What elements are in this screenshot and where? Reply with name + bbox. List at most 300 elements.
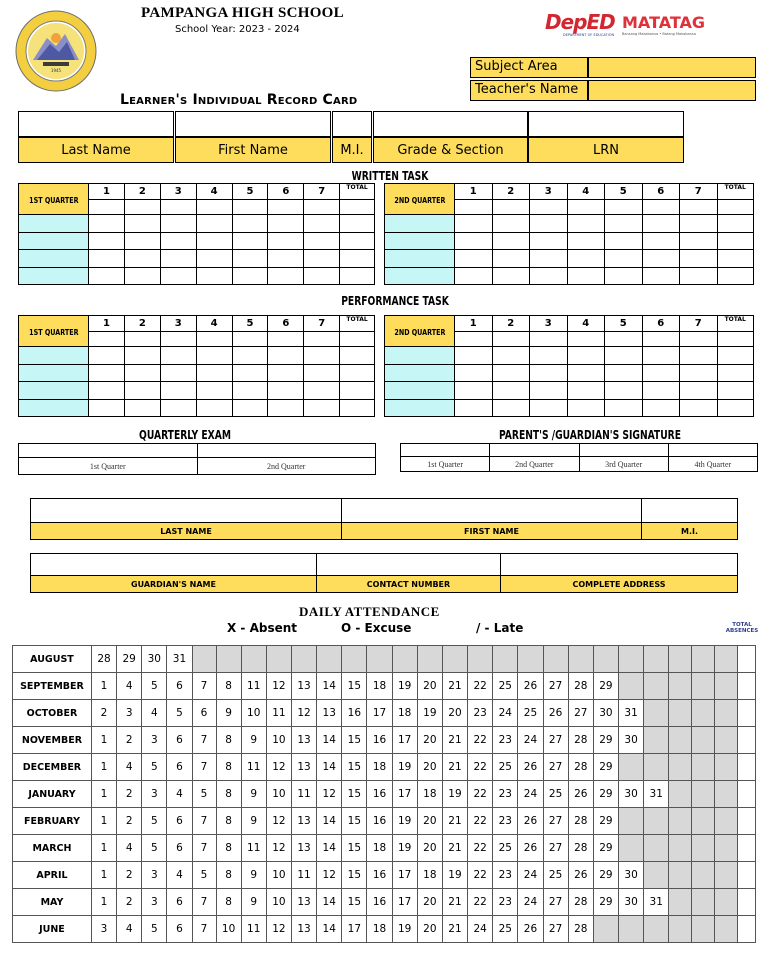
- score-cell[interactable]: [680, 200, 718, 215]
- attendance-day-cell[interactable]: 1: [91, 889, 116, 916]
- attendance-day-cell[interactable]: 6: [167, 673, 192, 700]
- attendance-day-cell[interactable]: 29: [593, 835, 618, 862]
- score-cell[interactable]: [605, 200, 643, 215]
- score-cell[interactable]: [124, 382, 160, 400]
- score-cell[interactable]: [89, 347, 125, 365]
- attendance-day-cell[interactable]: [714, 835, 737, 862]
- score-cell[interactable]: [232, 250, 268, 268]
- score-cell[interactable]: [567, 332, 605, 347]
- attendance-day-cell[interactable]: 6: [167, 835, 192, 862]
- score-cell[interactable]: [340, 232, 375, 250]
- score-cell[interactable]: [680, 347, 718, 365]
- attendance-day-cell[interactable]: 16: [367, 862, 392, 889]
- score-cell[interactable]: [530, 332, 568, 347]
- attendance-day-cell[interactable]: 7: [192, 754, 216, 781]
- score-cell[interactable]: [340, 215, 375, 233]
- attendance-day-cell[interactable]: 10: [216, 916, 241, 943]
- attendance-day-cell[interactable]: 12: [266, 673, 291, 700]
- attendance-day-cell[interactable]: 29: [593, 862, 618, 889]
- attendance-day-cell[interactable]: 17: [367, 700, 392, 727]
- score-cell[interactable]: [196, 399, 232, 417]
- signature-q1[interactable]: [401, 444, 490, 457]
- score-cell[interactable]: [232, 347, 268, 365]
- score-cell[interactable]: [680, 250, 718, 268]
- score-cell[interactable]: [196, 332, 232, 347]
- attendance-day-cell[interactable]: 12: [291, 700, 316, 727]
- total-absences-cell[interactable]: [737, 727, 755, 754]
- score-cell[interactable]: [196, 364, 232, 382]
- attendance-day-cell[interactable]: [714, 646, 737, 673]
- attendance-day-cell[interactable]: 23: [493, 862, 518, 889]
- attendance-day-cell[interactable]: 17: [342, 916, 367, 943]
- score-cell[interactable]: [717, 232, 754, 250]
- total-absences-cell[interactable]: [737, 781, 755, 808]
- attendance-day-cell[interactable]: 18: [392, 700, 417, 727]
- score-cell[interactable]: [680, 267, 718, 285]
- attendance-day-cell[interactable]: 27: [543, 754, 568, 781]
- attendance-day-cell[interactable]: [692, 646, 715, 673]
- attendance-day-cell[interactable]: 17: [392, 727, 417, 754]
- score-cell[interactable]: [605, 215, 643, 233]
- attendance-day-cell[interactable]: 4: [117, 835, 142, 862]
- attendance-day-cell[interactable]: 3: [91, 916, 116, 943]
- attendance-day-cell[interactable]: 5: [142, 835, 167, 862]
- score-cell[interactable]: [530, 382, 568, 400]
- attendance-day-cell[interactable]: 18: [417, 862, 442, 889]
- attendance-day-cell[interactable]: 22: [468, 889, 493, 916]
- attendance-day-cell[interactable]: [619, 835, 644, 862]
- score-cell[interactable]: [567, 347, 605, 365]
- score-cell[interactable]: [232, 200, 268, 215]
- attendance-day-cell[interactable]: 14: [317, 808, 342, 835]
- score-cell[interactable]: [89, 364, 125, 382]
- score-cell[interactable]: [642, 399, 680, 417]
- signature-q3[interactable]: [579, 444, 668, 457]
- attendance-day-cell[interactable]: 5: [142, 916, 167, 943]
- score-cell[interactable]: [492, 250, 530, 268]
- attendance-day-cell[interactable]: 22: [468, 781, 493, 808]
- score-cell[interactable]: [717, 267, 754, 285]
- attendance-day-cell[interactable]: 5: [142, 754, 167, 781]
- score-cell[interactable]: [642, 215, 680, 233]
- attendance-day-cell[interactable]: 14: [317, 916, 342, 943]
- attendance-day-cell[interactable]: 12: [317, 781, 342, 808]
- attendance-day-cell[interactable]: 7: [192, 673, 216, 700]
- score-cell[interactable]: [196, 232, 232, 250]
- attendance-day-cell[interactable]: [714, 754, 737, 781]
- attendance-day-cell[interactable]: [669, 781, 692, 808]
- attendance-day-cell[interactable]: [669, 727, 692, 754]
- total-absences-cell[interactable]: [737, 808, 755, 835]
- attendance-day-cell[interactable]: 20: [417, 889, 442, 916]
- score-cell[interactable]: [89, 215, 125, 233]
- attendance-day-cell[interactable]: 6: [167, 889, 192, 916]
- complete-address-field[interactable]: [501, 554, 738, 576]
- score-cell[interactable]: [268, 267, 304, 285]
- score-cell[interactable]: [642, 250, 680, 268]
- q1-exam-score[interactable]: [19, 444, 198, 458]
- score-cell[interactable]: [530, 399, 568, 417]
- attendance-day-cell[interactable]: [468, 646, 493, 673]
- score-cell[interactable]: [492, 267, 530, 285]
- attendance-day-cell[interactable]: 27: [543, 727, 568, 754]
- attendance-day-cell[interactable]: 6: [192, 700, 216, 727]
- attendance-day-cell[interactable]: 19: [417, 700, 442, 727]
- attendance-day-cell[interactable]: [669, 673, 692, 700]
- attendance-day-cell[interactable]: 11: [241, 835, 266, 862]
- task-row-label[interactable]: [19, 399, 89, 417]
- attendance-day-cell[interactable]: 20: [417, 727, 442, 754]
- attendance-day-cell[interactable]: [417, 646, 442, 673]
- attendance-day-cell[interactable]: 12: [317, 862, 342, 889]
- attendance-day-cell[interactable]: 14: [317, 889, 342, 916]
- attendance-day-cell[interactable]: 22: [468, 727, 493, 754]
- attendance-day-cell[interactable]: 29: [593, 727, 618, 754]
- attendance-day-cell[interactable]: 24: [518, 727, 543, 754]
- task-row-label[interactable]: [19, 267, 89, 285]
- score-cell[interactable]: [89, 250, 125, 268]
- attendance-day-cell[interactable]: 7: [192, 916, 216, 943]
- attendance-day-cell[interactable]: 5: [192, 862, 216, 889]
- task-row-label[interactable]: [19, 232, 89, 250]
- attendance-day-cell[interactable]: [669, 862, 692, 889]
- attendance-day-cell[interactable]: 11: [241, 673, 266, 700]
- attendance-day-cell[interactable]: 30: [619, 781, 644, 808]
- subject-area-field[interactable]: [588, 57, 756, 78]
- score-cell[interactable]: [268, 347, 304, 365]
- attendance-day-cell[interactable]: [692, 862, 715, 889]
- attendance-day-cell[interactable]: [593, 916, 618, 943]
- attendance-day-cell[interactable]: [644, 916, 669, 943]
- total-absences-cell[interactable]: [737, 646, 755, 673]
- attendance-day-cell[interactable]: 5: [167, 700, 192, 727]
- attendance-day-cell[interactable]: 28: [568, 916, 593, 943]
- attendance-day-cell[interactable]: 28: [568, 673, 593, 700]
- attendance-day-cell[interactable]: 22: [468, 808, 493, 835]
- attendance-day-cell[interactable]: 11: [266, 700, 291, 727]
- attendance-day-cell[interactable]: 13: [291, 835, 316, 862]
- total-absences-cell[interactable]: [737, 673, 755, 700]
- score-cell[interactable]: [268, 364, 304, 382]
- attendance-day-cell[interactable]: 20: [417, 808, 442, 835]
- attendance-day-cell[interactable]: 17: [392, 781, 417, 808]
- score-cell[interactable]: [232, 332, 268, 347]
- attendance-day-cell[interactable]: 2: [91, 700, 116, 727]
- attendance-day-cell[interactable]: 1: [91, 754, 116, 781]
- attendance-day-cell[interactable]: 15: [342, 781, 367, 808]
- score-cell[interactable]: [567, 364, 605, 382]
- attendance-day-cell[interactable]: 13: [291, 889, 316, 916]
- attendance-day-cell[interactable]: 12: [266, 754, 291, 781]
- attendance-day-cell[interactable]: [714, 916, 737, 943]
- score-cell[interactable]: [268, 332, 304, 347]
- attendance-day-cell[interactable]: 25: [518, 700, 543, 727]
- attendance-day-cell[interactable]: 6: [167, 916, 192, 943]
- score-cell[interactable]: [304, 215, 340, 233]
- attendance-day-cell[interactable]: 19: [442, 781, 467, 808]
- attendance-day-cell[interactable]: 29: [593, 889, 618, 916]
- attendance-day-cell[interactable]: 11: [291, 862, 316, 889]
- score-cell[interactable]: [642, 364, 680, 382]
- score-cell[interactable]: [605, 382, 643, 400]
- score-cell[interactable]: [717, 250, 754, 268]
- score-cell[interactable]: [89, 399, 125, 417]
- attendance-day-cell[interactable]: 15: [342, 862, 367, 889]
- attendance-day-cell[interactable]: 17: [392, 862, 417, 889]
- score-cell[interactable]: [680, 215, 718, 233]
- total-absences-cell[interactable]: [737, 835, 755, 862]
- attendance-day-cell[interactable]: 19: [392, 835, 417, 862]
- score-cell[interactable]: [340, 250, 375, 268]
- attendance-day-cell[interactable]: [593, 646, 618, 673]
- score-cell[interactable]: [196, 200, 232, 215]
- attendance-day-cell[interactable]: 2: [117, 808, 142, 835]
- attendance-day-cell[interactable]: 2: [117, 862, 142, 889]
- score-cell[interactable]: [605, 267, 643, 285]
- score-cell[interactable]: [605, 332, 643, 347]
- score-cell[interactable]: [232, 215, 268, 233]
- attendance-day-cell[interactable]: 13: [291, 808, 316, 835]
- task-row-label[interactable]: [385, 364, 455, 382]
- score-cell[interactable]: [530, 364, 568, 382]
- attendance-day-cell[interactable]: 29: [593, 754, 618, 781]
- attendance-day-cell[interactable]: 21: [442, 673, 467, 700]
- attendance-day-cell[interactable]: 6: [167, 727, 192, 754]
- grade-section-field[interactable]: [373, 111, 528, 137]
- attendance-day-cell[interactable]: 8: [216, 889, 241, 916]
- attendance-day-cell[interactable]: 31: [644, 781, 669, 808]
- score-cell[interactable]: [605, 347, 643, 365]
- attendance-day-cell[interactable]: [568, 646, 593, 673]
- task-row-label[interactable]: [19, 215, 89, 233]
- attendance-day-cell[interactable]: 15: [342, 889, 367, 916]
- contact-number-field[interactable]: [317, 554, 501, 576]
- task-row-label[interactable]: [385, 267, 455, 285]
- attendance-day-cell[interactable]: [619, 916, 644, 943]
- score-cell[interactable]: [304, 250, 340, 268]
- attendance-day-cell[interactable]: 17: [392, 889, 417, 916]
- attendance-day-cell[interactable]: 24: [493, 700, 518, 727]
- score-cell[interactable]: [530, 347, 568, 365]
- attendance-day-cell[interactable]: 27: [543, 673, 568, 700]
- score-cell[interactable]: [232, 364, 268, 382]
- attendance-day-cell[interactable]: [543, 646, 568, 673]
- attendance-day-cell[interactable]: 29: [593, 673, 618, 700]
- task-row-label[interactable]: [385, 382, 455, 400]
- attendance-day-cell[interactable]: 20: [417, 754, 442, 781]
- total-absences-cell[interactable]: [737, 889, 755, 916]
- attendance-day-cell[interactable]: [619, 646, 644, 673]
- task-row-label[interactable]: [19, 364, 89, 382]
- attendance-day-cell[interactable]: 23: [493, 889, 518, 916]
- score-cell[interactable]: [455, 232, 493, 250]
- attendance-day-cell[interactable]: 15: [342, 808, 367, 835]
- attendance-day-cell[interactable]: [669, 835, 692, 862]
- attendance-day-cell[interactable]: 10: [241, 700, 266, 727]
- score-cell[interactable]: [455, 382, 493, 400]
- lrn-field[interactable]: [528, 111, 684, 137]
- score-cell[interactable]: [567, 215, 605, 233]
- attendance-day-cell[interactable]: 1: [91, 862, 116, 889]
- attendance-day-cell[interactable]: [367, 646, 392, 673]
- score-cell[interactable]: [160, 250, 196, 268]
- task-row-label[interactable]: [19, 347, 89, 365]
- attendance-day-cell[interactable]: 19: [392, 916, 417, 943]
- attendance-day-cell[interactable]: 31: [167, 646, 192, 673]
- attendance-day-cell[interactable]: [644, 835, 669, 862]
- attendance-day-cell[interactable]: 13: [291, 727, 316, 754]
- attendance-day-cell[interactable]: [644, 754, 669, 781]
- attendance-day-cell[interactable]: 30: [142, 646, 167, 673]
- score-cell[interactable]: [196, 215, 232, 233]
- attendance-day-cell[interactable]: [291, 646, 316, 673]
- score-cell[interactable]: [160, 347, 196, 365]
- score-cell[interactable]: [124, 332, 160, 347]
- attendance-day-cell[interactable]: 27: [543, 889, 568, 916]
- attendance-day-cell[interactable]: 29: [593, 808, 618, 835]
- score-cell[interactable]: [124, 232, 160, 250]
- score-cell[interactable]: [492, 200, 530, 215]
- attendance-day-cell[interactable]: [714, 673, 737, 700]
- score-cell[interactable]: [304, 200, 340, 215]
- score-cell[interactable]: [605, 364, 643, 382]
- score-cell[interactable]: [304, 267, 340, 285]
- attendance-day-cell[interactable]: [714, 781, 737, 808]
- attendance-day-cell[interactable]: [714, 862, 737, 889]
- attendance-day-cell[interactable]: 13: [291, 916, 316, 943]
- attendance-day-cell[interactable]: 8: [216, 673, 241, 700]
- attendance-day-cell[interactable]: 22: [468, 754, 493, 781]
- attendance-day-cell[interactable]: 18: [367, 673, 392, 700]
- attendance-day-cell[interactable]: [644, 727, 669, 754]
- score-cell[interactable]: [160, 232, 196, 250]
- score-cell[interactable]: [455, 399, 493, 417]
- attendance-day-cell[interactable]: 6: [167, 808, 192, 835]
- attendance-day-cell[interactable]: [692, 754, 715, 781]
- score-cell[interactable]: [455, 332, 493, 347]
- attendance-day-cell[interactable]: 8: [216, 808, 241, 835]
- score-cell[interactable]: [340, 347, 375, 365]
- attendance-day-cell[interactable]: 7: [192, 808, 216, 835]
- score-cell[interactable]: [530, 215, 568, 233]
- attendance-day-cell[interactable]: 13: [317, 700, 342, 727]
- attendance-day-cell[interactable]: [619, 808, 644, 835]
- score-cell[interactable]: [124, 364, 160, 382]
- attendance-day-cell[interactable]: 20: [442, 700, 467, 727]
- attendance-day-cell[interactable]: 10: [266, 727, 291, 754]
- attendance-day-cell[interactable]: 3: [142, 727, 167, 754]
- attendance-day-cell[interactable]: 23: [493, 727, 518, 754]
- score-cell[interactable]: [530, 200, 568, 215]
- signature-q2[interactable]: [490, 444, 579, 457]
- score-cell[interactable]: [89, 332, 125, 347]
- attendance-day-cell[interactable]: 26: [518, 754, 543, 781]
- attendance-day-cell[interactable]: 16: [367, 889, 392, 916]
- score-cell[interactable]: [304, 364, 340, 382]
- score-cell[interactable]: [268, 250, 304, 268]
- task-row-label[interactable]: [385, 347, 455, 365]
- score-cell[interactable]: [567, 250, 605, 268]
- score-cell[interactable]: [717, 215, 754, 233]
- attendance-day-cell[interactable]: [392, 646, 417, 673]
- attendance-day-cell[interactable]: [442, 646, 467, 673]
- attendance-day-cell[interactable]: 26: [518, 673, 543, 700]
- attendance-day-cell[interactable]: [692, 673, 715, 700]
- score-cell[interactable]: [492, 382, 530, 400]
- task-row-label[interactable]: [19, 382, 89, 400]
- attendance-day-cell[interactable]: [692, 700, 715, 727]
- attendance-day-cell[interactable]: 25: [493, 916, 518, 943]
- attendance-day-cell[interactable]: [644, 808, 669, 835]
- attendance-day-cell[interactable]: 3: [142, 862, 167, 889]
- attendance-day-cell[interactable]: 9: [241, 862, 266, 889]
- total-absences-cell[interactable]: [737, 754, 755, 781]
- attendance-day-cell[interactable]: [266, 646, 291, 673]
- attendance-day-cell[interactable]: 18: [367, 916, 392, 943]
- attendance-day-cell[interactable]: 8: [216, 727, 241, 754]
- score-cell[interactable]: [642, 347, 680, 365]
- attendance-day-cell[interactable]: 23: [493, 781, 518, 808]
- attendance-day-cell[interactable]: 24: [518, 889, 543, 916]
- attendance-day-cell[interactable]: 4: [167, 781, 192, 808]
- total-absences-cell[interactable]: [737, 862, 755, 889]
- score-cell[interactable]: [717, 364, 754, 382]
- score-cell[interactable]: [124, 399, 160, 417]
- attendance-day-cell[interactable]: [669, 889, 692, 916]
- score-cell[interactable]: [680, 332, 718, 347]
- attendance-day-cell[interactable]: 19: [392, 754, 417, 781]
- score-cell[interactable]: [642, 267, 680, 285]
- score-cell[interactable]: [455, 347, 493, 365]
- attendance-day-cell[interactable]: 27: [543, 916, 568, 943]
- attendance-day-cell[interactable]: 4: [167, 862, 192, 889]
- score-cell[interactable]: [642, 232, 680, 250]
- attendance-day-cell[interactable]: 29: [117, 646, 142, 673]
- attendance-day-cell[interactable]: 4: [117, 673, 142, 700]
- attendance-day-cell[interactable]: 26: [543, 700, 568, 727]
- score-cell[interactable]: [232, 399, 268, 417]
- attendance-day-cell[interactable]: 30: [619, 889, 644, 916]
- attendance-day-cell[interactable]: [669, 916, 692, 943]
- attendance-day-cell[interactable]: 25: [543, 862, 568, 889]
- attendance-day-cell[interactable]: 23: [493, 808, 518, 835]
- task-row-label[interactable]: [385, 250, 455, 268]
- attendance-day-cell[interactable]: 22: [468, 835, 493, 862]
- task-row-label[interactable]: [385, 399, 455, 417]
- attendance-day-cell[interactable]: [619, 754, 644, 781]
- score-cell[interactable]: [605, 232, 643, 250]
- score-cell[interactable]: [492, 399, 530, 417]
- attendance-day-cell[interactable]: 3: [117, 700, 142, 727]
- attendance-day-cell[interactable]: 12: [266, 916, 291, 943]
- score-cell[interactable]: [268, 399, 304, 417]
- attendance-day-cell[interactable]: [669, 808, 692, 835]
- score-cell[interactable]: [124, 215, 160, 233]
- attendance-day-cell[interactable]: 3: [142, 889, 167, 916]
- attendance-day-cell[interactable]: 12: [266, 808, 291, 835]
- attendance-day-cell[interactable]: 9: [241, 808, 266, 835]
- score-cell[interactable]: [340, 267, 375, 285]
- student-last-name-field[interactable]: [31, 499, 342, 523]
- attendance-day-cell[interactable]: 4: [142, 700, 167, 727]
- score-cell[interactable]: [160, 382, 196, 400]
- attendance-day-cell[interactable]: 25: [543, 781, 568, 808]
- attendance-day-cell[interactable]: 21: [442, 727, 467, 754]
- attendance-day-cell[interactable]: 5: [142, 673, 167, 700]
- attendance-day-cell[interactable]: 19: [442, 862, 467, 889]
- score-cell[interactable]: [304, 232, 340, 250]
- attendance-day-cell[interactable]: 8: [216, 835, 241, 862]
